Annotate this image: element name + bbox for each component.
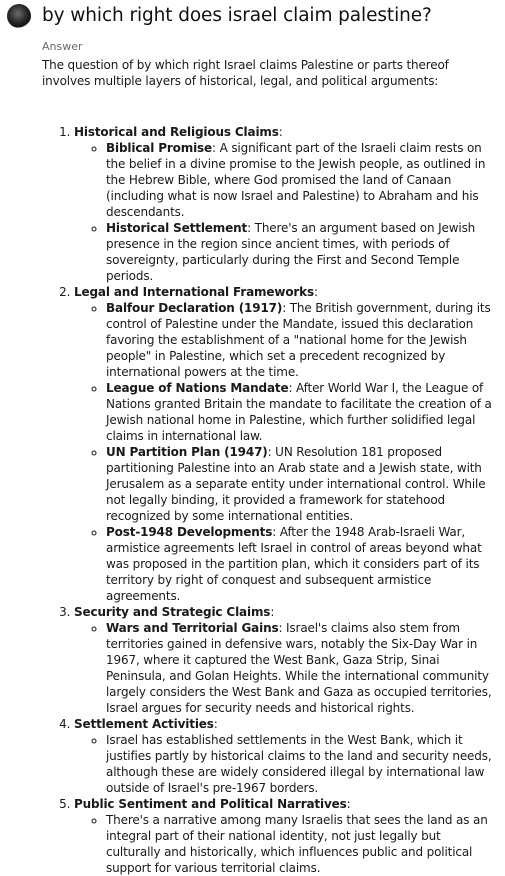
subsection-item (106, 524, 498, 604)
subsection-title: Balfour Declaration (1917) (106, 301, 283, 315)
subsection-item (106, 732, 498, 796)
subsection-item (106, 140, 498, 220)
answer-body (42, 57, 498, 876)
subsection-text: : After the 1948 Arab-Israeli War, armistice agreements left Israel in control of areas beyond what was proposed in the partition plan, which it considers part of its territory by right of conquest and subsequent armistice agreements. (106, 525, 482, 603)
question-header (0, 0, 505, 36)
subsection-item (106, 444, 498, 524)
section-title: Legal and International Frameworks (74, 285, 314, 299)
subsection-item (106, 380, 498, 444)
subsection-text: : Israel's claims also stem from territories gained in defensive wars, notably the Six-Day War in 1967, where it captured the West Bank, Gaza Strip, Sinai Peninsula, and Golan Heights. While the international community largely considers the West Bank and Gaza as occupied territories, Israel argues for security needs and historical rights. (106, 621, 492, 715)
section-item: 1. Historical and Religious Claims: ◦ Biblical Promise: A significant part of the Israeli claim rests on the belief in a divine promise to the Jewish people, as outlined in the Hebrew Bible, where God promised the land of Canaan (including what is now Israel and Palestine) to Abraham and his descendants. ◦ Historical Settlement: There's an argument based on Jewish presence in the region since ancient times, with periods of sovereignty, particularly during the First and Second Temple periods. (74, 124, 498, 284)
section-title: Historical and Religious Claims (74, 125, 279, 139)
subsection-title: Post-1948 Developments (106, 525, 273, 539)
subsection-text: : After World War I, the League of Nations granted Britain the mandate to facilitate the creation of a Jewish national home in Palestine, which further solidified legal claims in international law. (106, 381, 492, 443)
subsection-list (74, 620, 498, 716)
subsection-item (106, 300, 498, 380)
subsection-list (74, 300, 498, 604)
section-title: Security and Strategic Claims (74, 605, 271, 619)
subsection-item (106, 620, 498, 716)
subsection-item (106, 220, 498, 284)
section-item: 2. Legal and International Frameworks: ◦ Balfour Declaration (1917): The British government, during its control of Palestine under the Mandate, issued this declaration favoring the establishment of a "national home for the Jewish people" in Palestine, which set a precedent recognized by international powers at the time. ◦ League of Nations Mandate: After World War I, the League of Nations granted Britain the mandate to facilitate the creation of a Jewish national home in Palestine, which further solidified legal claims in international law. ◦ UN Partition Plan (1947): UN Resolution 181 proposed partitioning Palestine into an Arab state and a Jewish state, with Jerusalem as a separate entity under international control. While not legally binding, it provided a framework for statehood recognized by some international entities. ◦ Post-1948 Developments: After the 1948 Arab-Israeli War, armistice agreements left Israel in control of areas beyond what was proposed in the partition plan, which it considers part of its territory by right of conquest and subsequent armistice agreements. (74, 284, 498, 604)
subsection-title: UN Partition Plan (1947) (106, 445, 268, 459)
subsection-text: There's a narrative among many Israelis that sees the land as an integral part of their national identity, not just legally but culturally and historically, which influences public and political support for various territorial claims. (106, 813, 488, 875)
subsection-list (74, 812, 498, 876)
section-item: 3. Security and Strategic Claims: ◦ Wars and Territorial Gains: Israel's claims also stem from territories gained in defensive wars, notably the Six-Day War in 1967, where it captured the West Bank, Gaza Strip, Sinai Peninsula, and Golan Heights. While the international community largely considers the West Bank and Gaza as occupied territories, Israel argues for security needs and historical rights. (74, 604, 498, 716)
question-text: by which right does israel claim palestine? (42, 5, 432, 26)
subsection-text: : UN Resolution 181 proposed partitioning Palestine into an Arab state and a Jewish state, with Jerusalem as a separate entity under international control. While not legally binding, it provided a framework for statehood recognized by some international entities. (106, 445, 486, 523)
answer-label: Answer (42, 40, 83, 53)
section-title: Settlement Activities (74, 717, 214, 731)
subsection-text: : The British government, during its control of Palestine under the Mandate, issued this declaration favoring the establishment of a "national home for the Jewish people" in Palestine, which set a precedent recognized by international powers at the time. (106, 301, 491, 379)
subsection-list (74, 732, 498, 796)
section-item: 4. Settlement Activities: ◦ Israel has established settlements in the West Bank, which it justifies partly by historical claims to the land and security needs, although these are widely considered illegal by international law outside of Israel's pre-1967 borders. (74, 716, 498, 796)
section-title: Public Sentiment and Political Narratives (74, 797, 347, 811)
subsection-text: Israel has established settlements in the West Bank, which it justifies partly by historical claims to the land and security needs, although these are widely considered illegal by international law outside of Israel's pre-1967 borders. (106, 733, 492, 795)
subsection-title: Biblical Promise (106, 141, 213, 155)
subsection-title: Wars and Territorial Gains (106, 621, 279, 635)
sections-list (42, 124, 498, 876)
subsection-text: : There's an argument based on Jewish presence in the region since ancient times, with periods of sovereignty, particularly during the First and Second Temple periods. (106, 221, 476, 283)
user-avatar[interactable] (7, 4, 31, 28)
section-item: 5. Public Sentiment and Political Narratives: ◦ There's a narrative among many Israelis that sees the land as an integral part of their national identity, not just legally but culturally and historically, which influences public and political support for various territorial claims. (74, 796, 498, 876)
answer-intro: The question of by which right Israel claims Palestine or parts thereof involves multiple layers of historical, legal, and political arguments: (42, 58, 449, 88)
subsection-list (74, 140, 498, 284)
subsection-text: : A significant part of the Israeli claim rests on the belief in a divine promise to the Jewish people, as outlined in the Hebrew Bible, where God promised the land of Canaan (including what is now Israel and Palestine) to Abraham and his descendants. (106, 141, 486, 219)
subsection-title: Historical Settlement (106, 221, 248, 235)
subsection-item (106, 812, 498, 876)
subsection-title: League of Nations Mandate (106, 381, 289, 395)
